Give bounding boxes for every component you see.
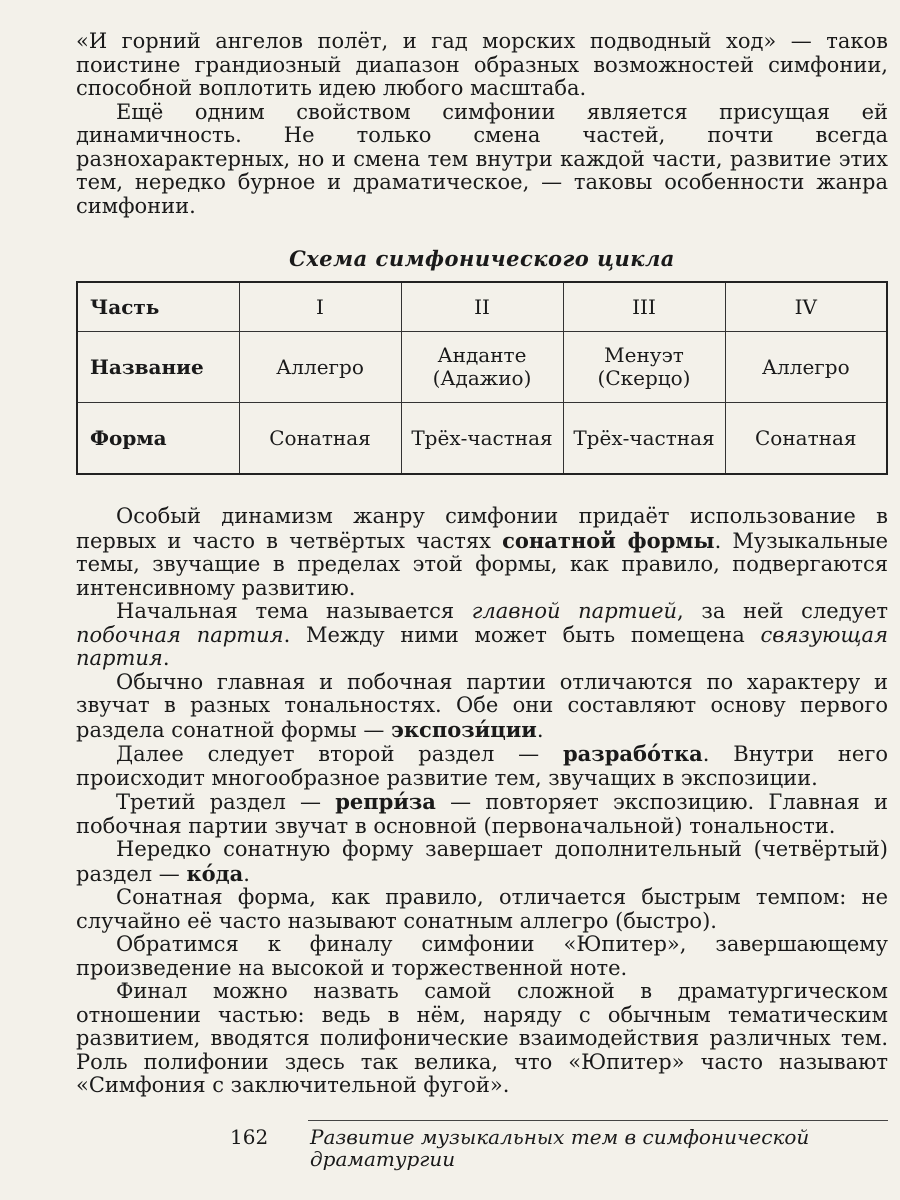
table-cell: Трёх-частная (401, 403, 563, 475)
text-span: Третий раздел — (116, 790, 336, 814)
table-cell: I (239, 282, 401, 332)
paragraph-development (76, 742, 888, 790)
term-development: разрабо́тка (563, 741, 703, 766)
table-cell: Трёх-частная (563, 403, 725, 475)
table-title: Схема симфонического цикла (289, 246, 675, 271)
table-cell: Сонатная (239, 403, 401, 475)
paragraph-reprise (76, 790, 888, 838)
table-cell: II (401, 282, 563, 332)
text-span: . Между ними может быть помещена (283, 622, 761, 647)
page-content (76, 30, 888, 1098)
paragraph-tempo: Сонатная форма, как правило, отличается быстрым темпом: не случайно её часто называют сонатным аллегро (быстро). (76, 885, 888, 933)
term-reprise: репри́за (335, 789, 436, 814)
main-text (76, 505, 888, 1098)
table-row (77, 403, 887, 475)
text-span: Обычно главная и побочная партии отличаются по характеру и звучат в разных тональностях. Обе они составляют основу первого раздела сонатной формы — (76, 669, 888, 742)
table-row (77, 282, 887, 332)
symphonic-cycle-table (76, 281, 888, 475)
table-cell: III (563, 282, 725, 332)
paragraph-parts (76, 600, 888, 671)
text-span: . (243, 861, 250, 886)
term-main-part: главной партией (471, 599, 678, 623)
text-span: Начальная тема называется (116, 599, 472, 623)
text-span: — повторяет экспозицию. Главная и побочная партии звучат в основной (первоначальной) тональности. (76, 790, 888, 838)
row-header: Часть (77, 282, 239, 332)
paragraph-sonata-form (76, 505, 888, 600)
intro-paragraph-2: Ещё одним свойством симфонии является присущая ей динамичность. Не только смена частей, почти всегда разнохарактерных, но и смена тем внутри каждой части, развитие этих тем, нередко бурное и драматическое, — таковы особенности жанра симфонии. (76, 99, 888, 218)
term-exposition: экспози́ции (391, 716, 537, 742)
table-cell: Менуэт (Скерцо) (563, 332, 725, 403)
text-span: Далее следует второй раздел — (116, 742, 563, 766)
table-cell: IV (725, 282, 887, 332)
text-span: Нередко сонатную форму завершает дополнительный (четвёртый) раздел — (76, 837, 888, 886)
paragraph-coda (76, 838, 888, 886)
paragraph-exposition (76, 671, 888, 743)
text-span: . Музыкальные темы, звучащие в пределах этой формы, как правило, подвергаются интенсивному развитию. (76, 528, 888, 600)
paragraph-jupiter: Обратимся к финалу симфонии «Юпитер», завершающему произведение на высокой и торжественной ноте. (76, 932, 888, 980)
table-row (77, 332, 887, 403)
text-span: . (162, 646, 170, 670)
footer-rule (308, 1120, 888, 1121)
text-span: Особый динамизм жанру симфонии придаёт использование в первых и часто в четвёртых частях (76, 504, 888, 553)
text-span: . (536, 717, 544, 742)
text-span: . Внутри него происходит многообразное развитие тем, звучащих в экспозиции. (76, 742, 888, 790)
term-secondary-part: побочная партия (76, 622, 284, 647)
row-header: Форма (77, 403, 239, 475)
page-number: 162 (230, 1125, 269, 1149)
text-span: , за ней следует (677, 599, 888, 623)
intro-paragraph-1: «И горний ангелов полёт, и гад морских подводный ход» — таков поистине грандиозный диапазон образных возможностей симфонии, способной воплотить идею любого масштаба. (76, 29, 888, 100)
term-connecting-part: связующая партия (76, 622, 888, 670)
table-cell: Аллегро (239, 332, 401, 403)
table-cell: Анданте (Адажио) (401, 332, 563, 403)
table-cell: Сонатная (725, 403, 887, 475)
paragraph-finale: Финал можно назвать самой сложной в драматургическом отношении частью: ведь в нём, наряду с обычным тематическим развитием, вводятся полифонические взаимодействия различных тем. Роль полифонии здесь так велика, что «Юпитер» часто называют «Симфония с заключительной фугой». (76, 979, 888, 1097)
row-header: Название (77, 332, 239, 403)
term-coda: ко́да (186, 860, 244, 886)
term-sonata-form: сонатной формы (502, 527, 715, 553)
running-title: Развитие музыкальных тем в симфонической драматургии (310, 1125, 810, 1171)
table-cell: Аллегро (725, 332, 887, 403)
